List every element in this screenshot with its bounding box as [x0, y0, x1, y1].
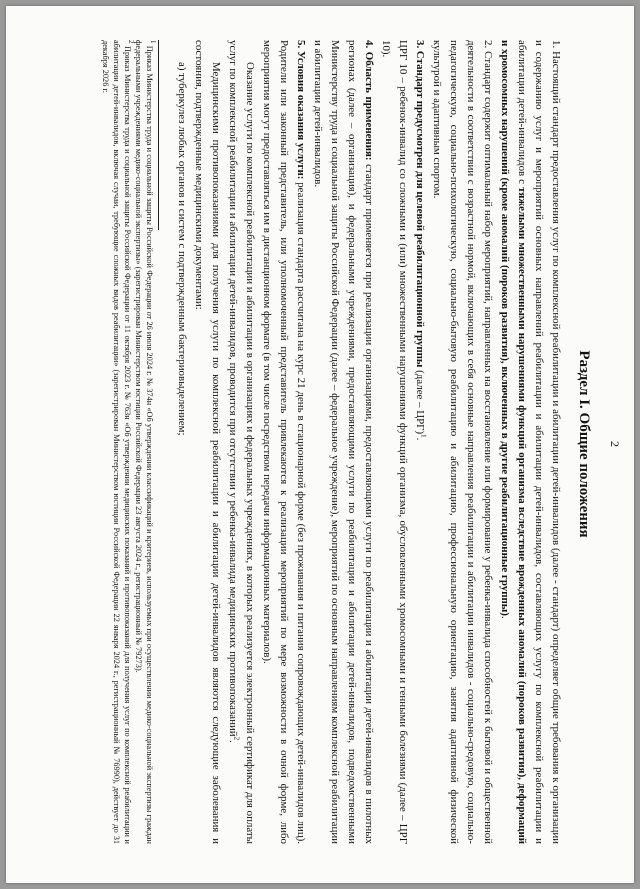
body-text	[173, 14, 564, 874]
footnote-2	[100, 40, 133, 844]
paragraph-3	[411, 40, 428, 844]
footnotes	[100, 14, 155, 874]
p8-text: а) туберкулез любых органов и систем с подтвержденным бактериовыделением;	[176, 62, 188, 436]
p6-text: Оказание услуги по комплексной реабилитации и абилитации в организациях и федеральных учреждениях, в которых реализуется электронный сертификат для оплаты услуг по комплексной реабилитации и абилитации детей-инвалидов, проводится при отсутствии у ребенка-инвалида медицинских противопоказаний	[227, 40, 256, 844]
paragraph-5	[258, 40, 309, 844]
paragraph-1	[496, 40, 564, 844]
p3-text: (далее – ЦРГ)	[414, 367, 426, 435]
p4-text: стандарт применяется при реализации организациями, предоставляющими услуги по реабилитации и абилитации детей-инвалидов в пилотных регионах (далее – организация), и федеральными учреждениями, предоставляющими услуги по реабилитации и абилитации детей-инвалидов, подведомственными Министерству труда и социальной защиты Российской Федерации (далее – федеральное учреждение), мероприятий по основным направлениям комплексной реабилитации и абилитации детей-инвалидов.	[312, 40, 375, 844]
p2-text: 2. Стандарт содержит оптимальный набор мероприятий, направленных на восстановление или формирование у ребенка-инвалида способностей к бытовой и общественной деятельности в соответствии с возрастной нормой, включающих в себя основные направления реабилитации и абилитации инвалидов - социально-средовую, социально-педагогическую, социально-психологическую, социально-бытовую реабилитацию и абилитацию, профессиональную ориентацию, занятия адаптивной физической культурой и адаптивным спортом.	[431, 40, 494, 844]
p6-end: .	[227, 740, 239, 743]
footnote-2-marker: 2	[126, 40, 135, 44]
section-title: Раздел I. Общие положения	[576, 350, 592, 538]
p7-text: Медицинскими противопоказаниями для получения услуги по комплексной реабилитации и абилитации детей-инвалидов являются следующие заболевания и состояния, подтвержденные медицинскими документами:	[193, 40, 222, 844]
p1-end: .	[499, 615, 511, 619]
footnote-2-text: Приказ Министерства труда и социальной защиты Российской Федерации от 11 октября 2023 г. № 763н «Об утверждении медицинских показаний и противопоказаний для получения услуг по комплексной реабилитации и абилитации детей-инвалидов, включая случаи, требующие сложных видов реабилитации» (зарегистрирован Министерством юстиции Российской Федерации 22 января 2024 г., регистрационный № 76990), действует до 31 декабря 2026 г.	[101, 40, 132, 844]
p3-bold: 3. Стандарт предусмотрен для целевой реабилитационной группы	[414, 40, 426, 368]
p3-end: .	[414, 437, 426, 441]
p5-text: реализация стандарта рассчитана на курс 21 день в стационарной форме (без проживания и питания сопровождающих детей-инвалидов лиц). Родители или законный представитель, или уполномоченный представитель привлекаются к реализации мероприятий по мере возможности в очной форме, либо мероприятия могут предоставляться им в дистанционном формате (в том числе посредством передачи информационных материалов).	[261, 40, 307, 844]
paragraph-8	[173, 40, 190, 844]
paragraph-3-crg	[377, 40, 411, 844]
p4-bold: 4. Область применения:	[363, 40, 375, 161]
paragraph-7	[190, 40, 224, 844]
footnote-divider	[158, 40, 159, 230]
footnote-ref-2: 2	[232, 736, 241, 741]
rotated-content	[18, 14, 630, 874]
p3-crg-text: ЦРГ 10 – ребенок-инвалид со сложными и (или) множественными нарушениями функций организма, обусловленными хромосомными и генными болезнями (далее – ЦРГ 10).	[380, 40, 409, 844]
footnote-1	[133, 40, 155, 844]
footnote-1-text: Приказ Министерства труда и социальной защиты Российской Федерации от 26 июля 2024 г. № 374н «Об утверждении классификаций и критериев, используемых при осуществлении медико-социальной экспертизы граждан федеральными учреждениями медико-социальной экспертизы» (зарегистрирован Министерством юстиции Российской Федерации 23 августа 2024 г., регистрационный № 79273).	[134, 40, 154, 844]
paragraph-6	[224, 40, 258, 844]
paragraph-2	[428, 40, 496, 844]
p5-bold: 5. Условия оказания услуги:	[295, 40, 307, 180]
p1-text: 1. Настоящий стандарт предоставления услуг по комплексной реабилитации и абилитации детей-инвалидов (далее - стандарт) определяет общие требования к организации и содержанию услуг и мероприятий основных направлений реабилитации и абилитации детей-инвалидов, составляющих услугу по комплексной реабилитации и абилитации детей-инвалидов с	[516, 40, 562, 844]
paragraph-4	[309, 40, 377, 844]
p1-bold: тяжелыми множественными нарушениями функций организма вследствие врожденных аномалий (пороков развития), деформаций и хромосомных нарушений (кроме аномалий (пороков развития), включенных в другие реабилитационные группы)	[499, 40, 528, 845]
scanned-page	[6, 6, 634, 883]
footnote-ref-1: 1	[419, 434, 428, 438]
page-number: 2	[608, 441, 622, 447]
footnote-1-marker: 1	[148, 40, 157, 44]
